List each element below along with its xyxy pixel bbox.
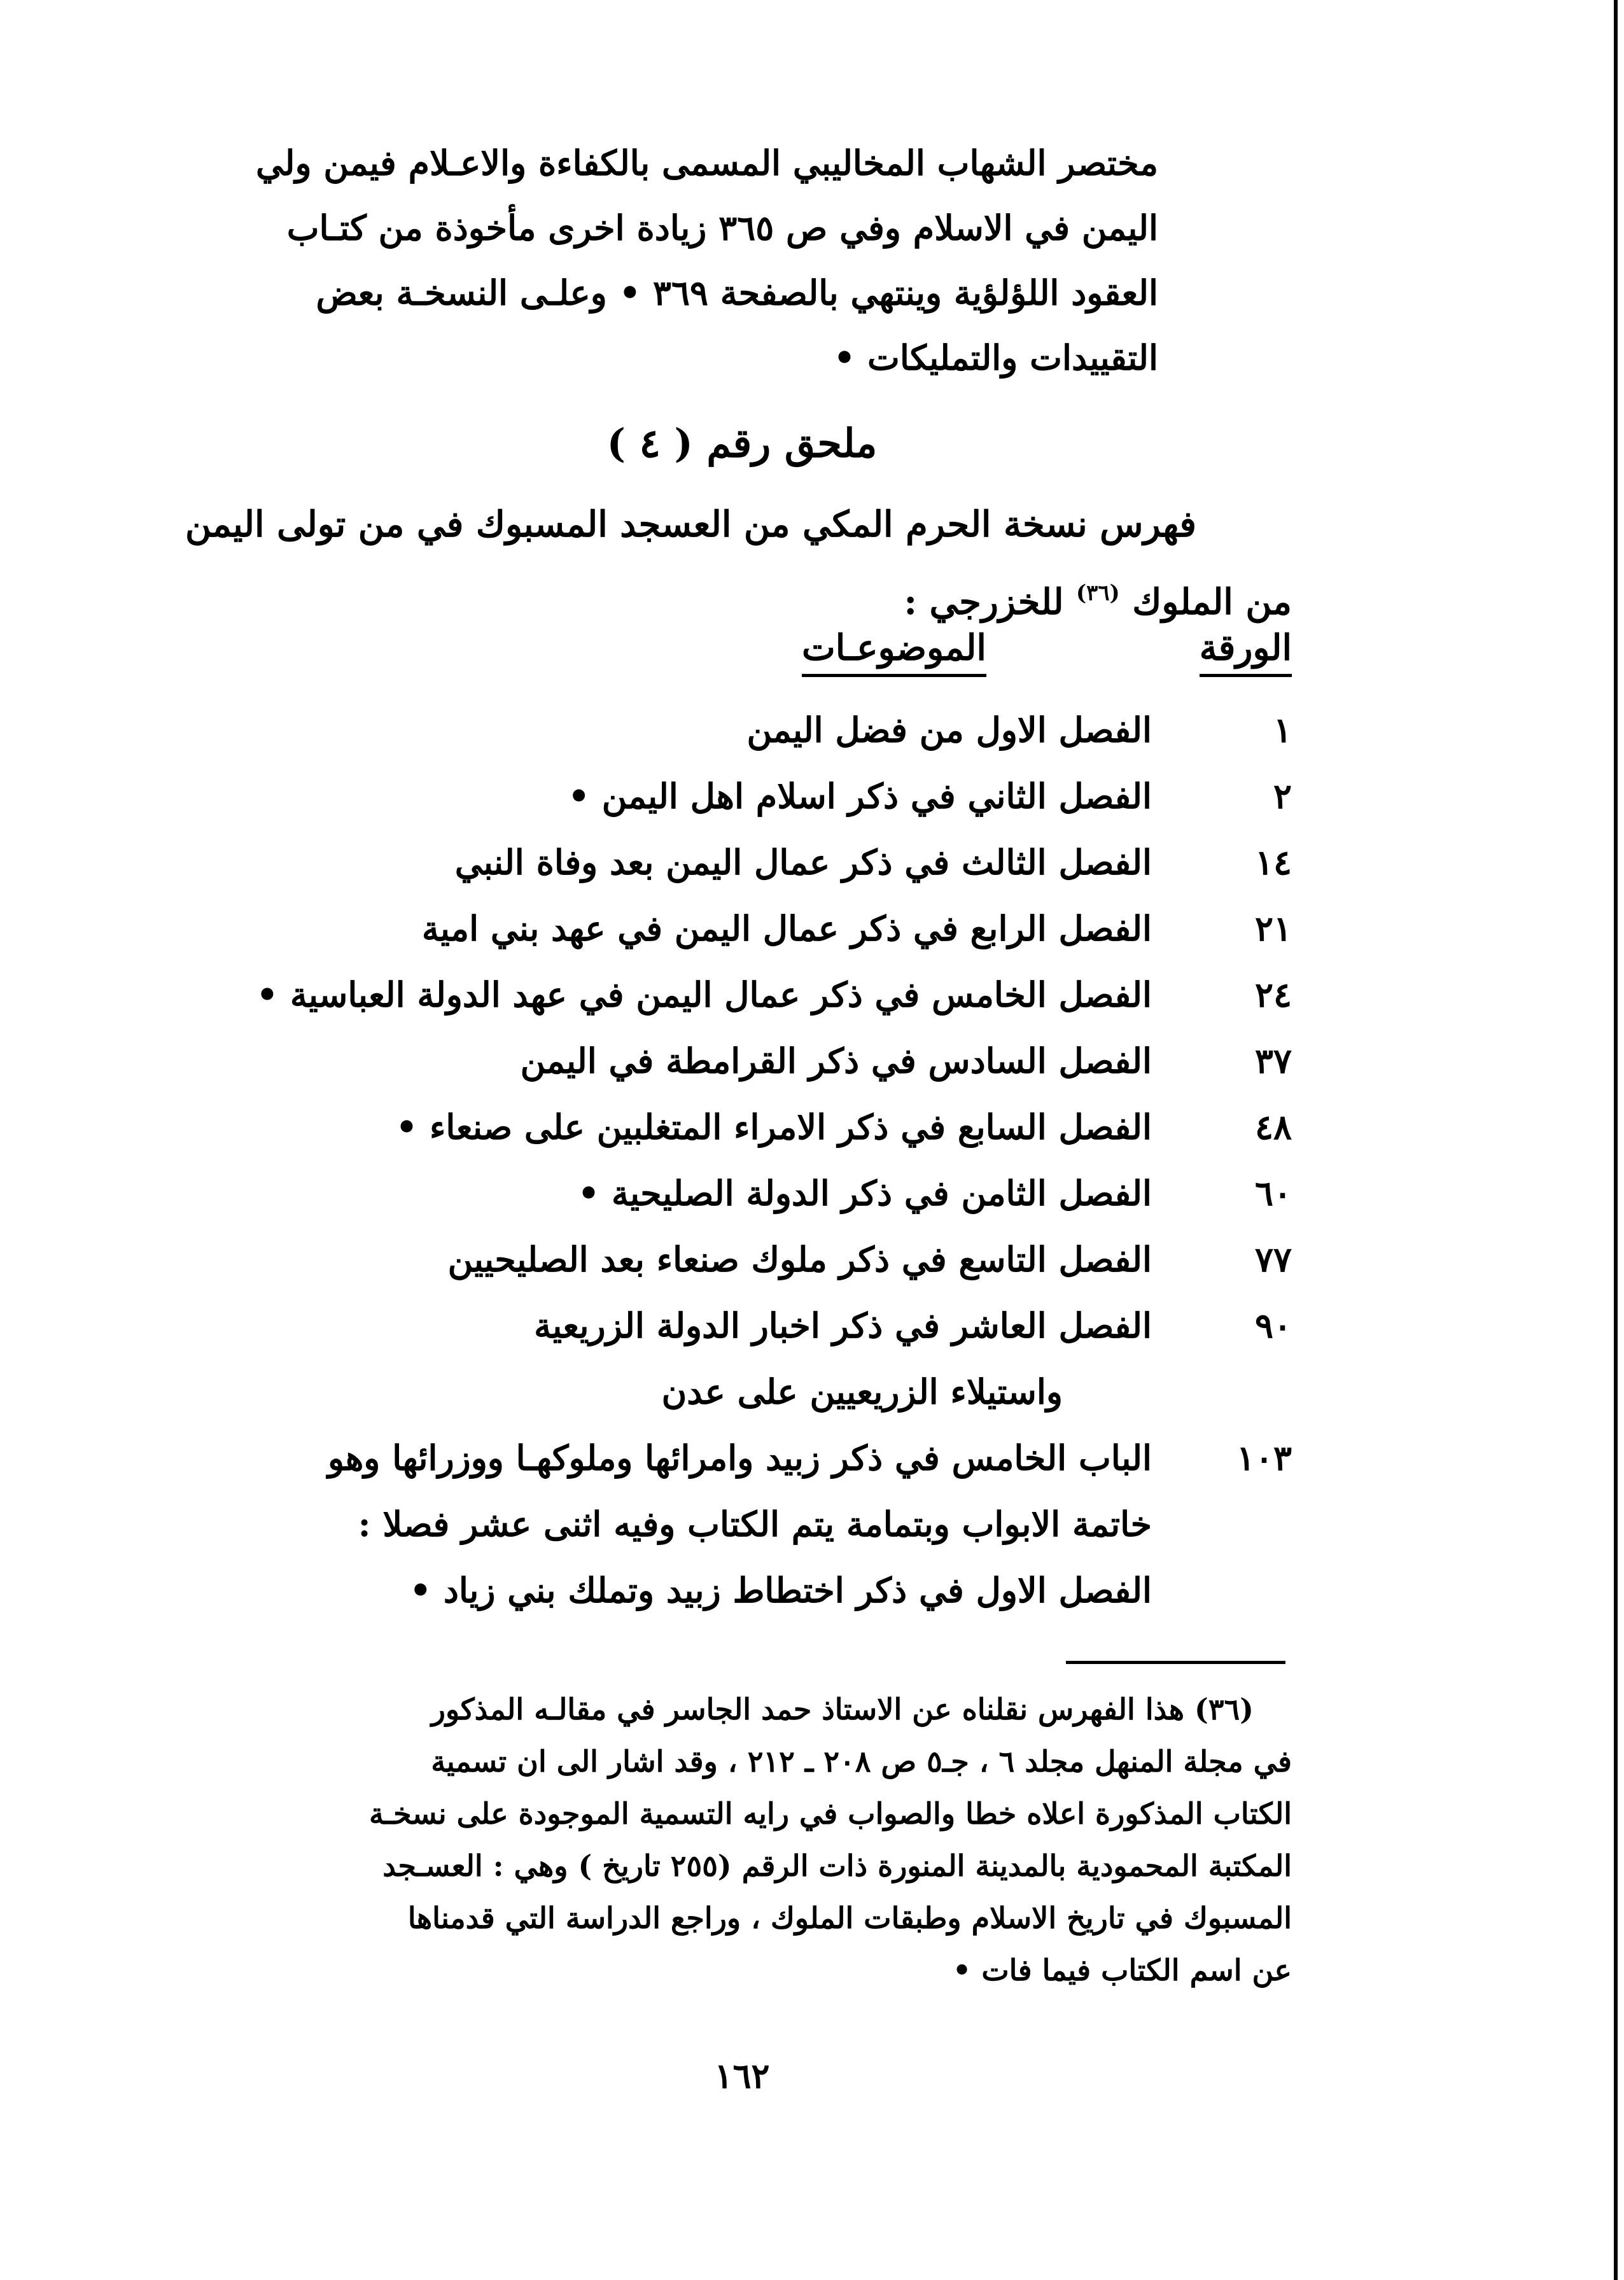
toc-page-number: ١٠٣	[1236, 1437, 1292, 1478]
toc-page-number: ١	[1273, 710, 1292, 750]
footnote-reference: (٣٦)	[1076, 580, 1120, 606]
intro-line: التقييدات والتمليكات •	[833, 337, 1158, 378]
toc-page-number: ٦٠	[1254, 1173, 1292, 1213]
toc-title: الفصل السادس في ذكر القرامطة في اليمن	[520, 1040, 1152, 1081]
index-heading	[146, 490, 1292, 636]
toc-entry	[127, 1107, 1292, 1173]
toc-page-number: ٢١	[1254, 908, 1292, 949]
toc-entry-continuation	[127, 1570, 1292, 1636]
toc-page-number: ٩٠	[1254, 1305, 1292, 1346]
footnote-line: الكتاب المذكورة اعلاه خطا والصواب في رايه التسمية الموجودة على نسخـة	[368, 1796, 1292, 1831]
toc-page-number: ١٤	[1254, 842, 1292, 883]
toc-page-number: ٢٤	[1254, 974, 1292, 1015]
toc-continuation-text: واستيلاء الزريعيين على عدن	[661, 1371, 1063, 1412]
toc-entry-continuation	[127, 1504, 1292, 1570]
toc-page-number: ٧٧	[1254, 1239, 1292, 1280]
footnote-line: (٣٦) هذا الفهرس نقلناه عن الاستاذ حمد الجاسر في مقالـه المذكور	[431, 1692, 1254, 1726]
footnote	[127, 1683, 1292, 1996]
footnote-separator	[1066, 1661, 1285, 1664]
footnote-line: عن اسم الكتاب فيما فات •	[952, 1953, 1292, 1987]
page-number: ١٦٢	[714, 2055, 770, 2096]
index-heading-line	[146, 559, 1292, 636]
toc-page-number: ٢	[1273, 776, 1292, 816]
footnote-line: المكتبة المحمودية بالمدينة المنورة ذات الرقم (٢٥٥ تاريخ ) وهي : العسـجد	[382, 1849, 1292, 1883]
toc-entry	[127, 1173, 1292, 1239]
toc-entry	[127, 842, 1292, 908]
toc-title: الفصل الثامن في ذكر الدولة الصليحية •	[577, 1173, 1152, 1213]
toc-entry	[127, 974, 1292, 1040]
intro-line: مختصر الشهاب المخاليبي المسمى بالكفاءة والاعـلام فيمن ولي	[256, 143, 1158, 183]
toc-title: الفصل الاول من فضل اليمن	[746, 710, 1152, 750]
index-heading-text: للخزرجي :	[904, 581, 1077, 623]
index-column-headers	[700, 627, 1292, 697]
toc-entry	[127, 1239, 1292, 1305]
column-header-page: الورقة	[1200, 627, 1292, 677]
page-edge-border	[1614, 0, 1618, 2280]
toc-entry	[127, 1040, 1292, 1107]
toc-title: الفصل العاشر في ذكر اخبار الدولة الزريعية	[534, 1305, 1152, 1346]
toc-title: الفصل الثالث في ذكر عمال اليمن بعد وفاة النبي	[454, 842, 1152, 883]
toc-continuation-text: خاتمة الابواب وبتمامة يتم الكتاب وفيه اثنى عشر فصلا :	[358, 1504, 1152, 1544]
toc-entry	[127, 776, 1292, 842]
intro-line: اليمن في الاسلام وفي ص ٣٦٥ زيادة اخرى مأخوذة من كتـاب	[286, 207, 1158, 248]
toc-title: الفصل الخامس في ذكر عمال اليمن في عهد الدولة العباسية •	[256, 974, 1152, 1015]
table-of-contents	[127, 710, 1292, 1636]
toc-continuation-text: الفصل الاول في ذكر اختطاط زبيد وتملك بني زياد •	[409, 1570, 1152, 1611]
toc-entry-continuation	[127, 1371, 1292, 1437]
toc-entry	[127, 908, 1292, 974]
intro-paragraph	[146, 130, 1158, 390]
index-heading-line: فهرس نسخة الحرم المكي من العسجد المسبوك في من تولى اليمن	[185, 503, 1196, 545]
toc-entry	[127, 1437, 1292, 1504]
toc-title: الفصل الرابع في ذكر عمال اليمن في عهد بني امية	[421, 908, 1152, 949]
toc-entry	[127, 710, 1292, 776]
toc-page-number: ٤٨	[1254, 1107, 1292, 1147]
toc-title: الفصل الثاني في ذكر اسلام اهل اليمن •	[568, 776, 1152, 816]
toc-title: الفصل التاسع في ذكر ملوك صنعاء بعد الصليحيين	[447, 1239, 1152, 1280]
index-heading-text: من الملوك	[1119, 581, 1292, 623]
toc-entry	[127, 1305, 1292, 1371]
toc-title: الباب الخامس في ذكر زبيد وامرائها وملوكهـا ووزرائها وهو	[327, 1437, 1152, 1478]
toc-title: الفصل السابع في ذكر الامراء المتغلبين على صنعاء •	[395, 1107, 1152, 1147]
intro-line: العقود اللؤلؤية وينتهي بالصفحة ٣٦٩ • وعلـى النسخـة بعض	[316, 272, 1158, 313]
footnote-line: في مجلة المنهل مجلد ٦ ، جـ٥ ص ٢٠٨ ـ ٢١٢ ، وقد اشار الى ان تسمية	[431, 1744, 1292, 1779]
column-header-topics: الموضوعـات	[802, 627, 986, 677]
footnote-line: المسبوك في تاريخ الاسلام وطبقات الملوك ، وراجع الدراسة التي قدمناها	[407, 1901, 1292, 1935]
appendix-title: ملحق رقم ( ٤ )	[606, 420, 878, 466]
toc-page-number: ٣٧	[1254, 1040, 1292, 1081]
